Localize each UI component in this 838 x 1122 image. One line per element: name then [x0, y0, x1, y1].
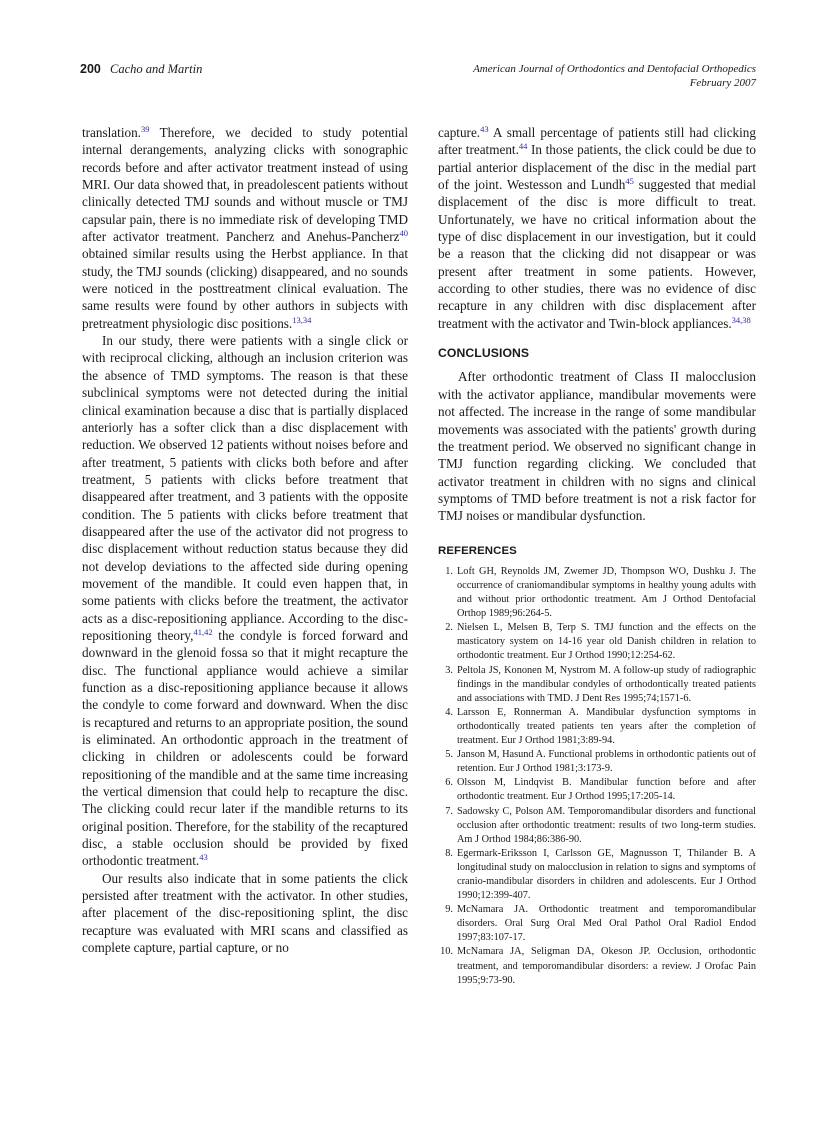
journal-title: American Journal of Orthodontics and Dentofacial Orthopedics — [473, 63, 756, 75]
reference-number: 5. — [445, 749, 453, 761]
text-run: A small percentage of patients still had clicking after treatment. — [438, 125, 756, 158]
reference-item — [438, 748, 756, 776]
reference-number: 3. — [445, 664, 453, 676]
paragraph — [438, 124, 756, 332]
citation-link[interactable]: 43 — [199, 852, 208, 863]
text-run: the condyle is forced forward and downward in the glenoid fossa so that it might recapture the disc. The functional appliance would achieve a similar function as a disc-repositioning appliance because it allows the condyle to come forward and downward. When the disc is recaptured and returns to an appropriate position, the sound is eliminated. An orthodontic approach in the treatment of clicking in children or adolescents could be forward repositioning of the mandible and at the same time increasing the vertical dimension that could help to recapture the disc. The clicking could recur later if the mandible returns to its original position. Therefore, for the stability of the recaptured disc, a stable occlusion should be provided by fixed orthodontic treatment. — [82, 627, 408, 869]
reference-number: 4. — [445, 706, 453, 718]
citation-link[interactable]: 41,42 — [193, 626, 213, 637]
citation-link[interactable]: 44 — [518, 141, 528, 152]
page-number: 200 — [80, 62, 101, 76]
running-authors: Cacho and Martin — [109, 62, 203, 76]
issue-date: February 2007 — [689, 77, 756, 89]
reference-item — [438, 776, 756, 804]
reference-number: 10. — [440, 946, 453, 958]
text-run: Therefore, we decided to study potential internal derangements, analyzing clicks with sonographic records before and after activator treatment instead of using MRI. Our data showed that, in preadolescent patients without clinically detected TMJ sounds and without muscle or TMJ capsular pain, there is no immediate risk of developing TMD after activator treatment. Pancherz and Anehus-Pancherz — [82, 125, 408, 245]
reference-text: Egermark-Eriksson I, Carlsson GE, Magnusson T, Thilander B. A longitudinal study on malocclusion in relation to signs and symptoms of cranio-mandibular disorders in children and adolescents. Eur J Orthod 1990;12:399-407. — [457, 847, 756, 902]
reference-item — [438, 903, 756, 945]
left-column — [82, 124, 408, 957]
section-heading-references: REFERENCES — [438, 544, 517, 557]
citation-link[interactable]: 34,38 — [731, 314, 751, 325]
text-run: obtained similar results using the Herbst appliance. In that study, the TMJ sounds (clicking) disappeared, and no sounds were noticed in the posttreatment clinical evaluation. The same results were found by other authors in subjects with pretreatment physiologic disc positions. — [82, 246, 408, 331]
reference-number: 9. — [445, 904, 453, 916]
reference-text: Loft GH, Reynolds JM, Zwemer JD, Thompson WO, Dushku J. The occurrence of craniomandibular symptoms in healthy young adults with and without prior orthodontic treatment. Am J Orthod Dentofacial Orthop 1989;96:264-5. — [457, 565, 756, 620]
paragraph — [82, 124, 408, 332]
reference-item — [438, 565, 756, 621]
running-header — [80, 62, 756, 96]
text-run: In our study, there were patients with a single click or with reciprocal clicking, although an inclusion criterion was the absence of TMD symptoms. The reason is that these subclinical symptoms were not detected during the initial clinical examination because a disc that is partially displaced anteriorly has a softer click than a disc displacement with reduction. We observed 12 patients without noises before and after treatment, 5 patients with clicks both before and after treatment, 5 patients with clicks before treatment that disappeared after treatment, and 3 patients with the opposite condition. The 5 patients with clicks before treatment that disappeared after the use of the activator did not progress to disc displacement without reduction status because they did not develop deviations to the affected side during opening movement of the mandible. It could even happen that, in some patients with clicks before the treatment, the activator acts as a disc-repositioning appliance. According to the disc-repositioning theory, — [82, 333, 408, 643]
text-run: In those patients, the click could be due to partial anterior displacement of the disc in the medial part of the joint. Westesson and Lundh — [438, 142, 757, 193]
reference-number: 8. — [445, 847, 453, 859]
citation-link[interactable]: 40 — [399, 228, 408, 239]
citation-link[interactable]: 43 — [480, 124, 489, 134]
reference-text: Peltola JS, Kononen M, Nystrom M. A follow-up study of radiographic findings in the mandibular condyles of orthodontically treated patients and associations with TMD. J Dent Res 1995;74;1571-6. — [457, 664, 756, 704]
paragraph — [82, 332, 408, 870]
text-run: suggested that medial displacement of the disc is more difficult to treat. Unfortunately, we have no critical information about the type of disc displacement in our investigation, but it could be a reason that the clicking did not disappear or was present after treatment in some patients. However, according to other studies, there was no evidence of disc recapture in any children with disc displacement after treatment with the activator and Twin-block appliances. — [438, 177, 757, 331]
text-run: translation. — [82, 125, 141, 140]
reference-text: McNamara JA, Seligman DA, Okeson JP. Occlusion, orthodontic treatment, and temporomandibular disorders: a review. J Orofac Pain 1995;9:73-90. — [457, 946, 756, 986]
reference-text: Larsson E, Ronnerman A. Mandibular dysfunction symptoms in orthodontically treated patients ten years after the completion of treatment. Eur J Orthod 1981;3:89-94. — [457, 706, 756, 747]
reference-number: 2. — [445, 622, 453, 634]
reference-text: Janson M, Hasund A. Functional problems in orthodontic patients out of retention. Eur J Orthod 1981;3:173-9. — [457, 749, 756, 775]
reference-number: 1. — [445, 565, 453, 577]
reference-item — [438, 847, 756, 903]
conclusions-paragraph: After orthodontic treatment of Class II malocclusion with the activator appliance, mandibular movements were not affected. The increase in the range of some mandibular movements was associated with the patients' growth during the treatment period. We observed no significant change in TMJ function regarding clicking. We concluded that activator treatment in children with no signs and clinical symptoms of TMD before treatment is not a risk factor for TMJ noises or mandibular dysfunction. — [438, 369, 756, 524]
reference-item — [438, 805, 756, 847]
reference-item — [438, 621, 756, 663]
header-left — [80, 62, 202, 77]
citation-link[interactable]: 39 — [140, 124, 150, 134]
reference-text: Nielsen L, Melsen B, Terp S. TMJ function and the effects on the masticatory system on 14-16 year old Danish children in relation to orthodontic treatment. Eur J Orthod 1990;12:254-62. — [457, 622, 756, 662]
right-column — [438, 124, 756, 988]
reference-item — [438, 945, 756, 987]
citation-link[interactable]: 45 — [625, 176, 634, 187]
text-run: capture. — [438, 125, 481, 140]
reference-number: 7. — [445, 805, 453, 817]
reference-item — [438, 664, 756, 706]
reference-text: Olsson M, Lindqvist B. Mandibular function before and after orthodontic treatment. Eur J Orthod 1995;17:205-14. — [457, 777, 756, 803]
reference-item — [438, 706, 756, 748]
header-right — [473, 62, 756, 90]
reference-list — [438, 565, 756, 988]
reference-text: McNamara JA. Orthodontic treatment and temporomandibular disorders. Oral Surg Oral Med Oral Pathol Oral Radiol Endod 1997;83:107-17. — [457, 904, 756, 944]
reference-text: Sadowsky C, Polson AM. Temporomandibular disorders and functional occlusion after orthodontic treatment: results of two long-term studies. Am J Orthod 1984;86:386-90. — [457, 805, 756, 845]
paragraph — [82, 870, 408, 957]
citation-link[interactable]: 13,34 — [292, 314, 312, 325]
section-heading-conclusions: CONCLUSIONS — [438, 346, 530, 361]
text-run: Our results also indicate that in some patients the click persisted after treatment with the activator. In other studies, after placement of the disc-repositioning splint, the disc recapture was evaluated with MRI scans and classified as complete capture, partial capture, or no — [82, 870, 408, 956]
reference-number: 6. — [445, 777, 453, 789]
